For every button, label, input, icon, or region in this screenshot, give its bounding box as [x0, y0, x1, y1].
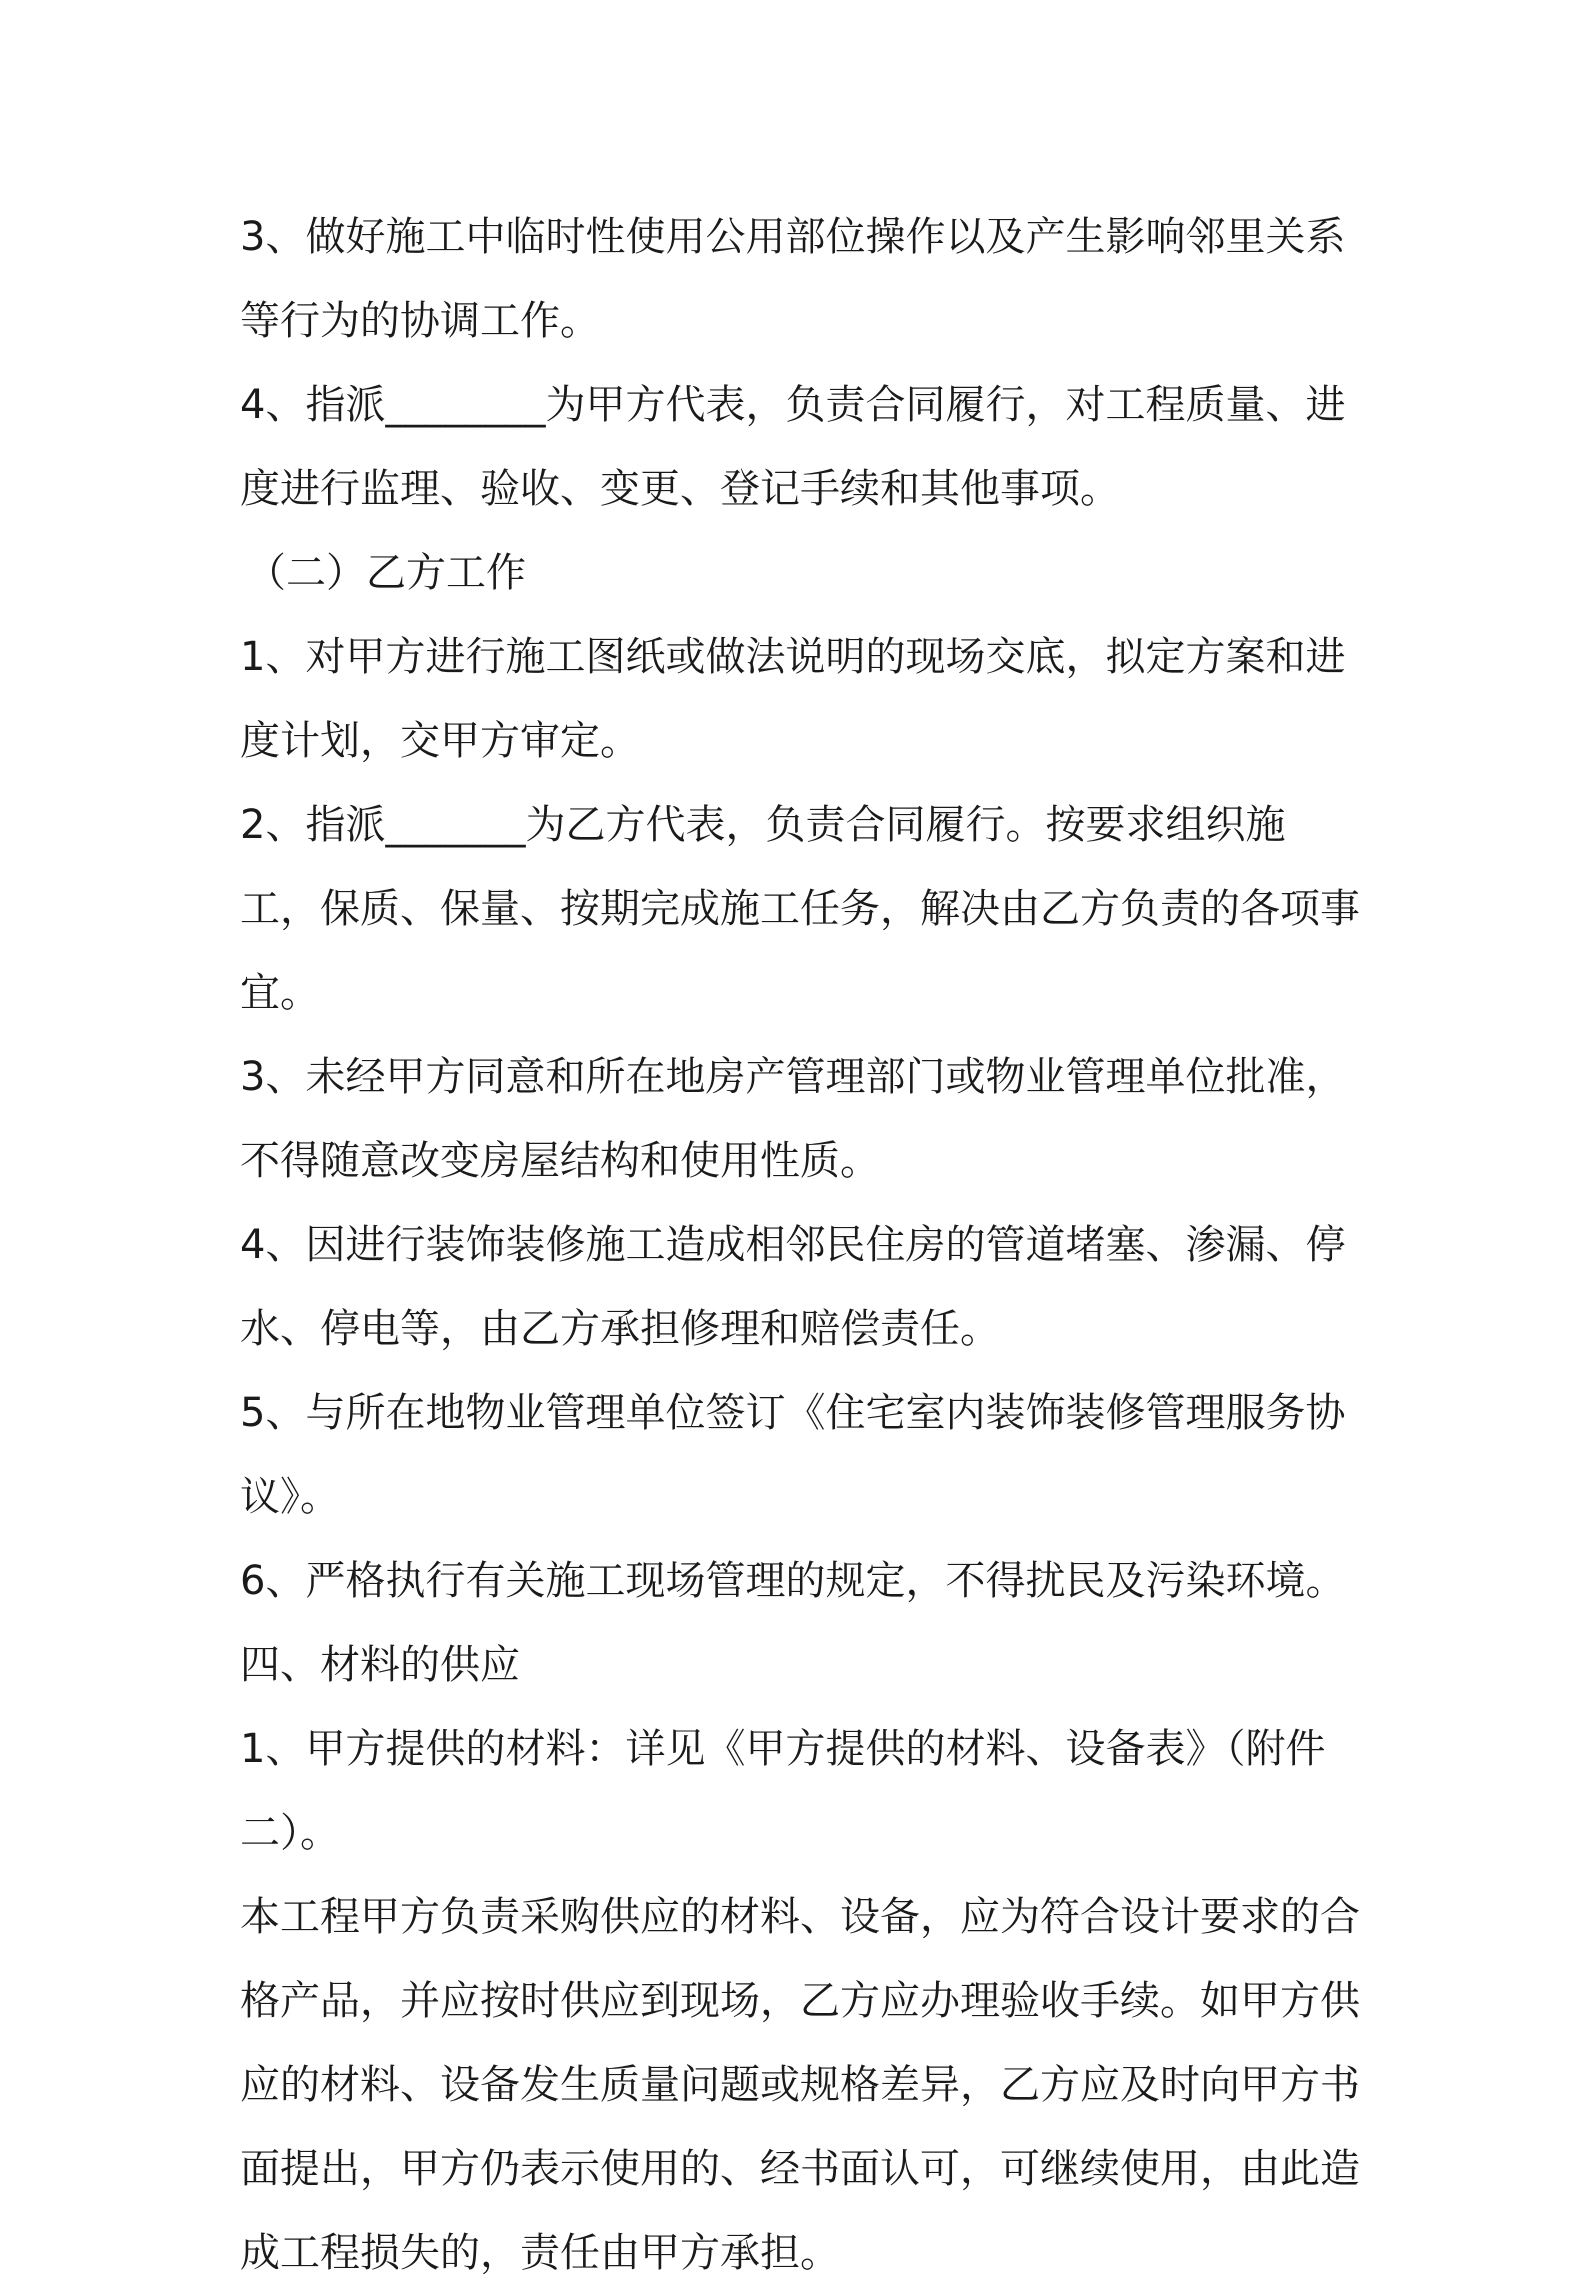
section-heading-party-b-work: （二）乙方工作	[246, 550, 526, 596]
clause-m1-party-a-materials: 1、甲方提供的材料：详见《甲方提供的材料、设备表》（附件二）。	[240, 1726, 1326, 1856]
clause-b4-damage-liability: 4、因进行装饰装修施工造成相邻民住房的管道堵塞、渗漏、停水、停电等，由乙方承担修理和赔偿责任。	[240, 1222, 1346, 1352]
document-body	[240, 195, 1360, 2295]
clause-a3-coordination: 3、做好施工中临时性使用公用部位操作以及产生影响邻里关系等行为的协调工作。	[240, 214, 1346, 344]
clause-b6-site-management: 6、严格执行有关施工现场管理的规定，不得扰民及污染环境。	[240, 1558, 1346, 1604]
clause-a4-party-a-representative: 4、指派________为甲方代表，负责合同履行，对工程质量、进度进行监理、验收、变更、登记手续和其他事项。	[240, 382, 1346, 512]
clause-b2-party-b-representative: 2、指派_______为乙方代表，负责合同履行。按要求组织施工，保质、保量、按期完成施工任务，解决由乙方负责的各项事宜。	[240, 802, 1360, 1016]
clause-b1-site-briefing: 1、对甲方进行施工图纸或做法说明的现场交底，拟定方案和进度计划，交甲方审定。	[240, 634, 1346, 764]
section-heading-material-supply: 四、材料的供应	[240, 1642, 520, 1688]
clause-m1-material-quality: 本工程甲方负责采购供应的材料、设备，应为符合设计要求的合格产品，并应按时供应到现场，乙方应办理验收手续。如甲方供应的材料、设备发生质量问题或规格差异，乙方应及时向甲方书面提出，甲方仍表示使用的、经书面认可，可继续使用，由此造成工程损失的，责任由甲方承担。	[240, 1894, 1360, 2276]
clause-b3-structure-restriction: 3、未经甲方同意和所在地房产管理部门或物业管理单位批准，不得随意改变房屋结构和使用性质。	[240, 1054, 1346, 1184]
clause-b5-property-agreement: 5、与所在地物业管理单位签订《住宅室内装饰装修管理服务协议》。	[240, 1390, 1346, 1520]
